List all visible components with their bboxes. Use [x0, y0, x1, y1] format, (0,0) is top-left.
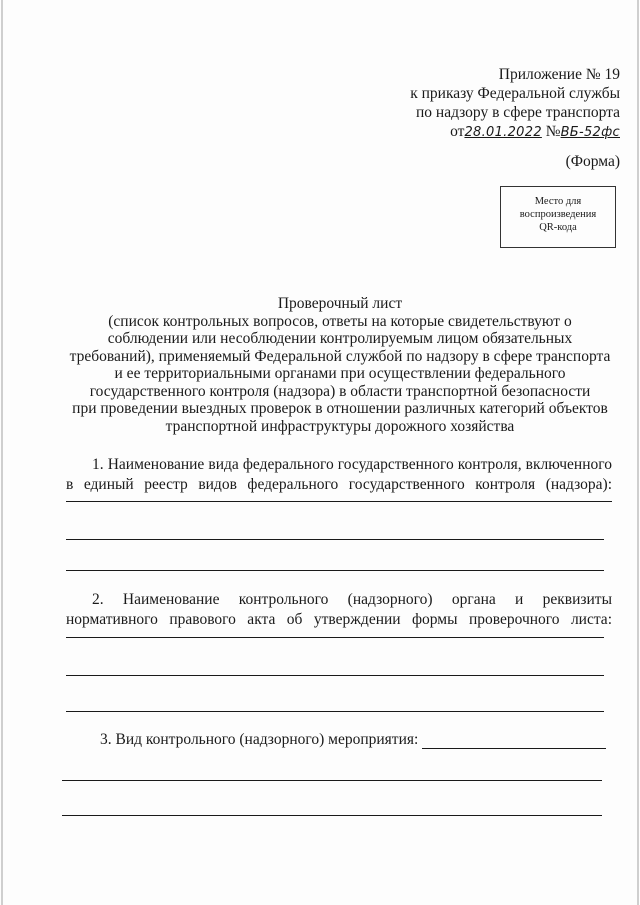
appendix-order-ref: к приказу Федеральной службы [410, 85, 620, 102]
title-subtitle-line: государственного контроля (надзора) в области транспортной безопасности [89, 382, 591, 400]
title-subtitle-line: (список контрольных вопросов, ответы на которые свидетельствуют о [108, 312, 572, 330]
item-3-answer-line[interactable] [62, 815, 602, 816]
handwritten-date: 28.01.2022 [464, 125, 542, 140]
item-3-label: 3. Вид контрольного (надзорного) мероприятия: [100, 731, 419, 748]
qr-label-line1: Место для [534, 196, 582, 207]
scan-edge-left [1, 0, 3, 905]
item-1-line1: 1. Наименование вида федерального государственного контроля, включенного [92, 456, 612, 473]
title-subtitle-line: транспортной инфраструктуры дорожного хозяйства [165, 417, 515, 435]
number-prefix: № [545, 123, 561, 140]
appendix-date-line [410, 122, 620, 142]
item-2-text [66, 590, 612, 630]
item-1-text [66, 455, 612, 495]
item-1-line2: в единый реестр видов федерального государственного контроля (надзора): [66, 476, 612, 493]
item-1-answer-line[interactable] [66, 570, 604, 571]
qr-code-placeholder [500, 186, 616, 248]
item-3-answer-line[interactable] [422, 748, 606, 749]
appendix-agency: по надзору в сфере транспорта [415, 104, 620, 121]
item-2-line2: нормативного правового акта об утверждении формы проверочного листа: [66, 611, 612, 628]
item-2-answer-line[interactable] [66, 637, 604, 638]
item-3-answer-line[interactable] [62, 780, 602, 781]
item-1-answer-line[interactable] [66, 539, 604, 540]
title-subtitle-line: требований), применяемый Федеральной службой по надзору в сфере транспорта [69, 347, 611, 365]
appendix-header [410, 65, 620, 142]
item-2-line1: 2. Наименование контрольного (надзорного) органа и реквизиты [92, 591, 612, 608]
handwritten-number: ВБ-52фс [560, 125, 620, 140]
title-subtitle-line: при проведении выездных проверок в отношении различных категорий объектов [72, 400, 608, 417]
title-heading: Проверочный лист [277, 295, 403, 312]
document-title [60, 295, 620, 435]
appendix-number: Приложение № 19 [498, 66, 620, 83]
qr-label-line2: воспроизведения [519, 209, 597, 220]
item-2-answer-line[interactable] [66, 711, 604, 712]
scan-edge-right [637, 0, 639, 905]
title-subtitle-line: и ее территориальными органами при осуществлении федерального [114, 365, 566, 382]
item-2-answer-line[interactable] [66, 675, 604, 676]
date-prefix: от [450, 123, 465, 140]
item-1-answer-line[interactable] [66, 501, 612, 502]
title-subtitle-line: соблюдении или несоблюдении контролируемым лицом обязательных [107, 330, 573, 347]
form-label: (Форма) [565, 153, 620, 170]
qr-label-line3: QR-кода [539, 222, 577, 233]
